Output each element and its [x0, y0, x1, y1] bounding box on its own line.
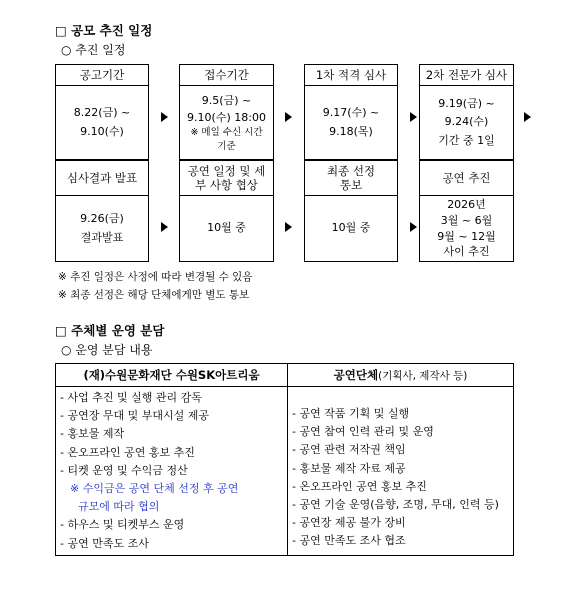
box-line: 9월 ~ 12월 [437, 229, 496, 243]
box-line: 9.5(금) ~ [201, 94, 252, 108]
list-item: - 공연 만족도 조사 협조 [292, 534, 406, 548]
box-line: 9.10(수) [80, 124, 124, 138]
box-line: 9.24(수) [444, 115, 489, 129]
arrow-right-icon [285, 222, 292, 232]
schedule-box-submission [179, 64, 274, 160]
schedule-note: ※ 최종 선정은 해당 단체에게만 별도 통보 [58, 289, 250, 301]
list-item: - 온오프라인 공연 홍보 추진 [292, 479, 427, 493]
box-head: 2차 전문가 심사 [420, 65, 513, 86]
schedule-box-performance [419, 160, 514, 262]
schedule-box-negotiation [179, 160, 274, 262]
box-head: 1차 적격 심사 [305, 65, 397, 86]
roles-company-cell [288, 387, 514, 556]
box-line: 9.19(금) ~ [438, 97, 495, 111]
schedule-section-title: □ 공모 추진 일정 [55, 23, 153, 38]
roles-header-foundation: (재)수원문화재단 수원SK아트리움 [56, 364, 288, 387]
box-line: 9.10(수) 18:00 [187, 111, 266, 125]
box-line: 기간 중 1일 [438, 133, 495, 147]
box-head: 접수기간 [180, 65, 273, 86]
box-head: 공고기간 [56, 65, 148, 86]
roles-section-title: □ 주체별 운영 분담 [55, 323, 165, 338]
box-head: 심사결과 발표 [56, 161, 148, 196]
roles-table [55, 363, 514, 556]
box-line: 9.18(목) [329, 124, 373, 138]
box-line: 10월 중 [331, 221, 371, 235]
arrow-right-icon [161, 222, 168, 232]
schedule-box-expert-review [419, 64, 514, 160]
list-item: - 티켓 운영 및 수익금 정산 [60, 463, 188, 477]
roles-subtitle: ○ 운영 분담 내용 [61, 343, 153, 357]
arrow-right-icon [410, 222, 417, 232]
list-item: - 홍보물 제작 자료 제공 [292, 461, 406, 475]
box-line: 8.22(금) ~ [73, 106, 131, 120]
schedule-box-result [55, 160, 149, 262]
list-item: - 공연 작품 기획 및 실행 [292, 407, 410, 420]
list-item: - 공연 참여 인력 관리 및 운영 [292, 425, 434, 439]
box-note: ※ 메일 수신 시간 기준 [190, 127, 263, 152]
roles-header-company-sub: (기획사, 제작사 등) [378, 370, 468, 382]
box-head: 공연 일정 및 세부 사항 협상 [180, 161, 273, 196]
list-item: - 사업 추진 및 실행 관리 감독 [60, 391, 202, 404]
box-line: 결과발표 [80, 230, 124, 244]
arrow-right-icon [410, 112, 417, 122]
arrow-right-icon [524, 112, 531, 122]
box-line: 3월 ~ 6월 [440, 213, 493, 227]
box-line: 10월 중 [207, 221, 246, 235]
revenue-note: 규모에 따라 협의 [78, 500, 160, 514]
schedule-note: ※ 추진 일정은 사정에 따라 변경될 수 있음 [58, 271, 253, 283]
box-head: 최종 선정 통보 [305, 161, 397, 196]
revenue-note: ※ 수익금은 공연 단체 선정 후 공연 [70, 482, 239, 496]
list-item: - 온오프라인 공연 홍보 추진 [60, 445, 195, 459]
arrow-right-icon [285, 112, 292, 122]
list-item: - 공연장 무대 및 부대시설 제공 [60, 409, 209, 423]
box-line: 사이 추진 [443, 245, 490, 259]
schedule-box-announcement [55, 64, 149, 160]
box-line: 9.26(금) [80, 212, 124, 226]
box-line: 9.17(수) ~ [322, 106, 380, 120]
list-item: - 하우스 및 티켓부스 운영 [60, 518, 185, 532]
list-item: - 공연장 제공 불가 장비 [292, 516, 406, 530]
list-item: - 공연 기술 운영(음향, 조명, 무대, 인력 등) [292, 498, 499, 512]
schedule-box-first-review [304, 64, 398, 160]
list-item: - 홍보물 제작 [60, 427, 125, 441]
box-line: 2026년 [447, 197, 486, 211]
schedule-box-final-notice [304, 160, 398, 262]
list-item: - 공연 만족도 조사 [60, 536, 149, 550]
roles-header-company: 공연단체(기획사, 제작사 등) [288, 364, 514, 387]
box-head: 공연 추진 [420, 161, 513, 196]
arrow-right-icon [161, 112, 168, 122]
roles-foundation-cell [56, 387, 288, 556]
list-item: - 공연 관련 저작권 책임 [292, 443, 406, 457]
schedule-subtitle: ○ 추진 일정 [61, 43, 126, 57]
